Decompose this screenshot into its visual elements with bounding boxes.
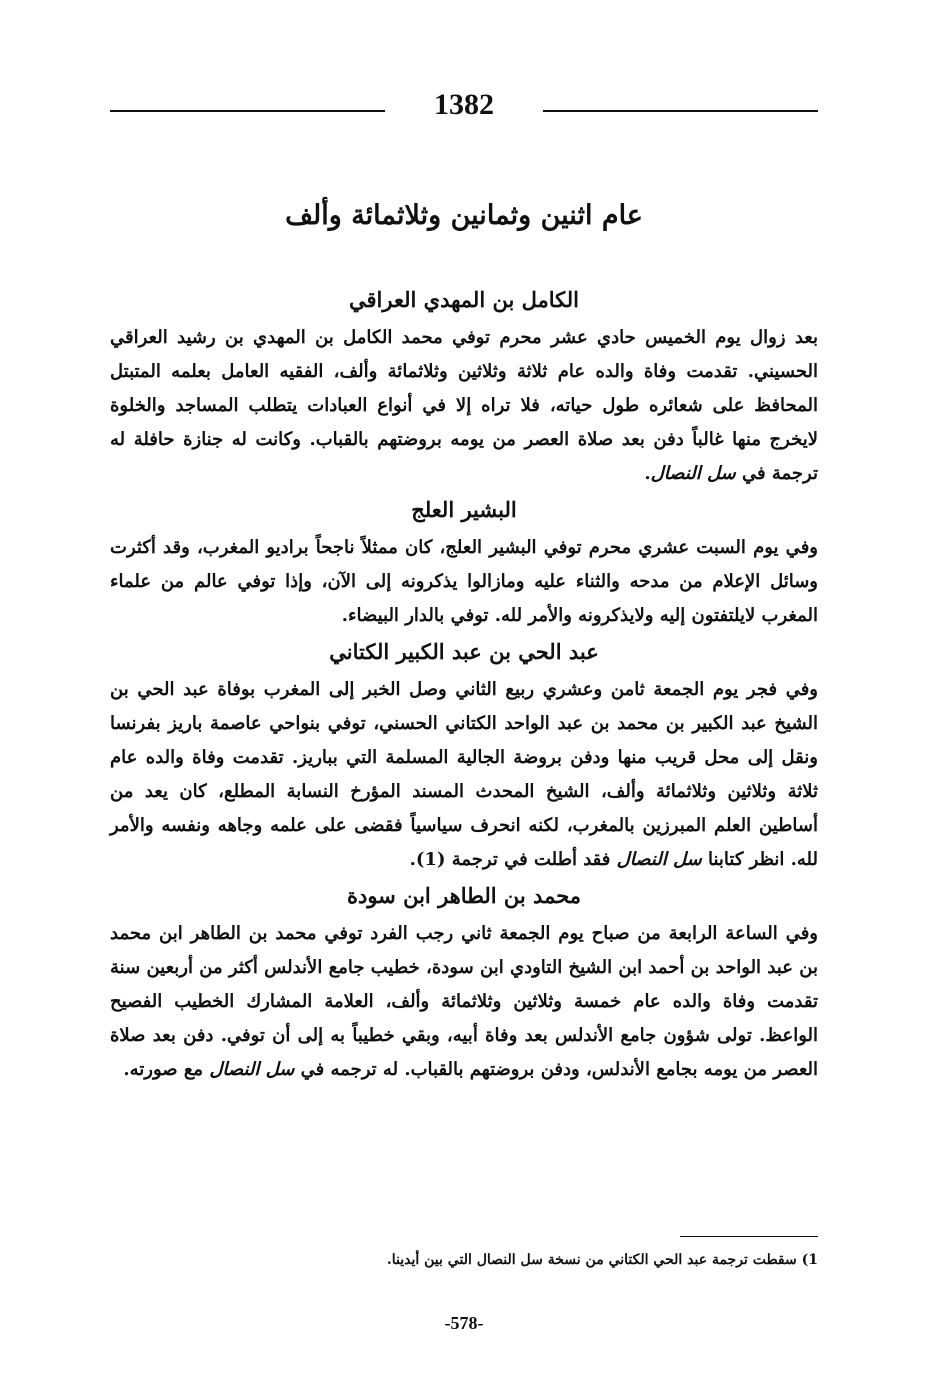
entry-text-tail: فقد أطلت في ترجمة (1). bbox=[409, 849, 617, 870]
book-citation: سل النصال bbox=[209, 1059, 295, 1080]
folio-number: -578- bbox=[444, 1313, 484, 1333]
page-header bbox=[110, 88, 818, 128]
entry bbox=[110, 283, 818, 491]
entry-text-main: وفي يوم السبت عشري محرم توفي البشير العلج، كان ممثلاً ناجحاً براديو المغرب، وقد أكثرت وسائل الإعلام من مدحه والثناء عليه ومازالوا يذكرونه إلى الآن، وإذا توفي عالم من علماء المغرب لايلتفتون إليه ولايذكرونه والأمر لله. توفي بالدار البيضاء. bbox=[110, 537, 818, 626]
entry bbox=[110, 635, 818, 877]
entries-body bbox=[110, 283, 818, 1089]
entry-text-tail: مع صورته. bbox=[123, 1059, 210, 1080]
footnote: 1) سقطت ترجمة عبد الحي الكتاني من نسخة سل النصال التي بين أيدينا. bbox=[386, 1252, 818, 1268]
entry bbox=[110, 879, 818, 1087]
page-number: 1382 bbox=[434, 88, 494, 121]
entry-text-tail: . bbox=[644, 463, 651, 484]
year-title: عام اثنين وثمانين وثلاثمائة وألف bbox=[285, 200, 643, 231]
entry-text bbox=[110, 673, 818, 877]
book-citation: سل النصال bbox=[616, 849, 702, 870]
footnote-rule bbox=[680, 1236, 818, 1237]
entry-title: البشير العلج bbox=[411, 497, 517, 522]
entry-title: الكامل بن المهدي العراقي bbox=[349, 287, 579, 312]
entry-text-main: وفي فجر يوم الجمعة ثامن وعشري ربيع الثاني وصل الخبر إلى المغرب بوفاة عبد الحي بن الشيخ عبد الكبير بن محمد بن عبد الواحد الكتاني الحسني، توفي بنواحي عاصمة باريز بفرنسا ونقل إلى محل قريب منها ودفن بروضة الجالية المسلمة التي بباريز. تقدمت وفاة والده عام ثلاثة وثلاثين وثلاثمائة وألف، الشيخ المحدث المسند المؤرخ النسابة المطلع، كان يعد من أساطين العلم المبرزين بالمغرب، لكنه انحرف سياسياً فقضى على علمه وجاهه ونفسه والأمر لله. انظر كتابنا bbox=[110, 679, 818, 870]
entry-text-main: بعد زوال يوم الخميس حادي عشر محرم توفي محمد الكامل بن المهدي بن رشيد العراقي الحسيني. تقدمت وفاة والده عام ثلاثة وثلاثين وثلاثمائة وألف، الفقيه العامل بعلمه المتبتل المحافظ على شعائره طول حياته، فلا تراه إلا في أنواع العبادات يتطلب المساجد والخلوة لايخرج منها غالباً دفن بعد صلاة العصر من يومه بروضتهم بالقباب. وكانت له جنازة حافلة له ترجمة في bbox=[110, 327, 818, 484]
entry-title: عبد الحي بن عبد الكبير الكتاني bbox=[329, 639, 599, 664]
header-rule-right bbox=[543, 110, 818, 112]
entry-text-main: وفي الساعة الرابعة من صباح يوم الجمعة ثاني رجب الفرد توفي محمد بن الطاهر ابن محمد بن عبد الواحد بن أحمد ابن الشيخ التاودي ابن سودة، خطيب جامع الأندلس أكثر من أربعين سنة تقدمت وفاة والده عام خمسة وثلاثين وثلاثمائة وألف، العلامة المشارك الخطيب الفصيح الواعظ. تولى شؤون جامع الأندلس بعد وفاة أبيه، وبقي خطيباً به إلى أن توفي. دفن بعد صلاة العصر من يومه بجامع الأندلس، ودفن بروضتهم بالقباب. له ترجمه في bbox=[110, 923, 818, 1080]
entry bbox=[110, 493, 818, 633]
entry-text bbox=[110, 321, 818, 491]
entry-text bbox=[110, 531, 818, 633]
book-citation: سل النصال bbox=[650, 463, 736, 484]
entry-title: محمد بن الطاهر ابن سودة bbox=[346, 883, 582, 908]
entry-text bbox=[110, 917, 818, 1087]
